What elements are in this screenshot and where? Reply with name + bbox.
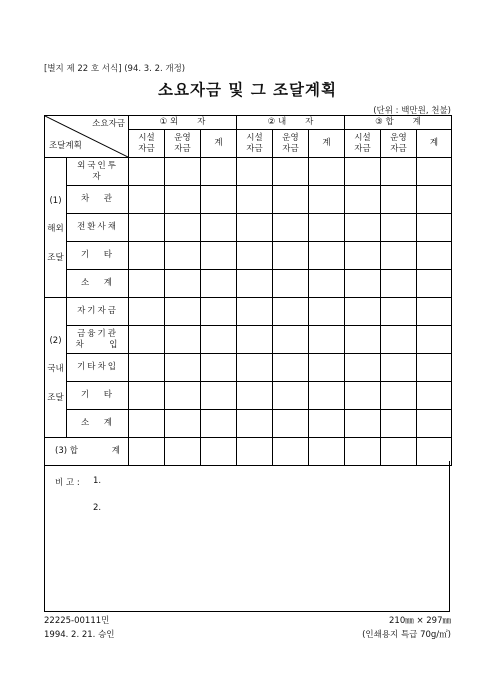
remarks-item-1: 1.	[93, 476, 102, 486]
input-cell[interactable]	[201, 214, 237, 242]
input-cell[interactable]	[417, 158, 452, 186]
sub-col-facility: 시설 자금	[237, 130, 273, 158]
input-cell[interactable]	[201, 270, 237, 298]
footer-form-code: 22225-00111민	[44, 616, 110, 626]
input-cell[interactable]	[273, 186, 309, 214]
row-label-loan: 차 관	[67, 186, 129, 214]
input-cell[interactable]	[345, 270, 381, 298]
sub-col-total: 계	[417, 130, 452, 158]
input-cell[interactable]	[309, 326, 345, 354]
input-cell[interactable]	[345, 410, 381, 438]
sub-col-operating: 운영 자금	[381, 130, 417, 158]
input-cell[interactable]	[273, 214, 309, 242]
input-cell[interactable]	[417, 326, 452, 354]
input-cell[interactable]	[417, 410, 452, 438]
input-cell[interactable]	[129, 158, 165, 186]
input-cell[interactable]	[345, 186, 381, 214]
input-cell[interactable]	[381, 298, 417, 326]
input-cell[interactable]	[201, 326, 237, 354]
input-cell[interactable]	[273, 158, 309, 186]
group-overseas: (1) 해외 조달	[45, 158, 67, 298]
input-cell[interactable]	[273, 354, 309, 382]
input-cell[interactable]	[417, 186, 452, 214]
input-cell[interactable]	[381, 382, 417, 410]
input-cell[interactable]	[345, 354, 381, 382]
sub-col-total: 계	[309, 130, 345, 158]
row-label-other: 기 타	[67, 382, 129, 410]
form-number: [별지 제 22 호 서식] (94. 3. 2. 개정)	[44, 64, 186, 74]
input-cell[interactable]	[129, 298, 165, 326]
row-label-other: 기 타	[67, 242, 129, 270]
sub-col-operating: 운영 자금	[165, 130, 201, 158]
input-cell[interactable]	[237, 326, 273, 354]
input-cell[interactable]	[165, 270, 201, 298]
input-cell[interactable]	[381, 326, 417, 354]
input-cell[interactable]	[273, 242, 309, 270]
input-cell[interactable]	[201, 158, 237, 186]
input-cell[interactable]	[381, 214, 417, 242]
input-cell[interactable]	[237, 298, 273, 326]
input-cell[interactable]	[381, 410, 417, 438]
input-cell[interactable]	[129, 214, 165, 242]
input-cell[interactable]	[417, 298, 452, 326]
sub-col-facility: 시설 자금	[345, 130, 381, 158]
row-label-financial-loan: 금융기관 차 입	[67, 326, 129, 354]
input-cell[interactable]	[165, 242, 201, 270]
input-cell[interactable]	[165, 158, 201, 186]
input-cell[interactable]	[237, 214, 273, 242]
input-cell[interactable]	[309, 298, 345, 326]
input-cell[interactable]	[417, 270, 452, 298]
input-cell[interactable]	[129, 242, 165, 270]
row-label-grand-total: (3) 합 계	[45, 438, 129, 466]
input-cell[interactable]	[381, 158, 417, 186]
input-cell[interactable]	[165, 214, 201, 242]
input-cell[interactable]	[201, 410, 237, 438]
input-cell[interactable]	[129, 186, 165, 214]
row-label-other-borrowing: 기타차입	[67, 354, 129, 382]
input-cell[interactable]	[309, 354, 345, 382]
input-cell[interactable]	[381, 354, 417, 382]
input-cell[interactable]	[237, 242, 273, 270]
input-cell[interactable]	[345, 242, 381, 270]
input-cell[interactable]	[237, 158, 273, 186]
input-cell[interactable]	[201, 382, 237, 410]
input-cell[interactable]	[345, 382, 381, 410]
input-cell[interactable]	[309, 242, 345, 270]
col-group-domestic: ② 내 자	[237, 116, 345, 130]
input-cell[interactable]	[129, 382, 165, 410]
corner-bottom-label: 조달계획	[49, 141, 82, 152]
input-cell[interactable]	[345, 158, 381, 186]
input-cell[interactable]	[201, 242, 237, 270]
input-cell[interactable]	[165, 354, 201, 382]
row-label-convertible-bond: 전환사채	[67, 214, 129, 242]
row-label-foreign-investment: 외국인투 자	[67, 158, 129, 186]
row-label-subtotal: 소 계	[67, 410, 129, 438]
input-cell[interactable]	[165, 410, 201, 438]
input-cell[interactable]	[381, 186, 417, 214]
remarks-box[interactable]	[44, 461, 450, 612]
input-cell[interactable]	[237, 270, 273, 298]
input-cell[interactable]	[417, 354, 452, 382]
input-cell[interactable]	[129, 410, 165, 438]
input-cell[interactable]	[309, 410, 345, 438]
remarks-label: 비 고 :	[55, 478, 80, 488]
input-cell[interactable]	[129, 270, 165, 298]
input-cell[interactable]	[237, 186, 273, 214]
input-cell[interactable]	[309, 158, 345, 186]
input-cell[interactable]	[201, 298, 237, 326]
input-cell[interactable]	[309, 186, 345, 214]
input-cell[interactable]	[273, 410, 309, 438]
sub-col-facility: 시설 자금	[129, 130, 165, 158]
footer-approval-date: 1994. 2. 21. 승인	[44, 630, 115, 640]
funding-plan-table	[44, 115, 452, 466]
input-cell[interactable]	[345, 298, 381, 326]
input-cell[interactable]	[309, 214, 345, 242]
input-cell[interactable]	[165, 382, 201, 410]
footer-paper-spec: (인쇄용지 특급 70g/㎡)	[362, 630, 451, 640]
input-cell[interactable]	[273, 270, 309, 298]
input-cell[interactable]	[237, 410, 273, 438]
input-cell[interactable]	[381, 270, 417, 298]
corner-top-label: 소요자금	[92, 119, 125, 129]
input-cell[interactable]	[237, 382, 273, 410]
sub-col-total: 계	[201, 130, 237, 158]
input-cell[interactable]	[381, 242, 417, 270]
unit-note: (단위 : 백만원, 천불)	[373, 106, 451, 116]
input-cell[interactable]	[417, 382, 452, 410]
input-cell[interactable]	[417, 214, 452, 242]
input-cell[interactable]	[309, 270, 345, 298]
row-label-subtotal: 소 계	[67, 270, 129, 298]
remarks-item-2: 2.	[93, 503, 102, 513]
input-cell[interactable]	[345, 326, 381, 354]
input-cell[interactable]	[201, 354, 237, 382]
input-cell[interactable]	[417, 242, 452, 270]
input-cell[interactable]	[129, 326, 165, 354]
input-cell[interactable]	[165, 298, 201, 326]
input-cell[interactable]	[165, 186, 201, 214]
input-cell[interactable]	[273, 298, 309, 326]
footer-paper-size: 210㎜ × 297㎜	[389, 616, 451, 626]
row-label-own-capital: 자기자금	[67, 298, 129, 326]
input-cell[interactable]	[237, 354, 273, 382]
input-cell[interactable]	[129, 354, 165, 382]
table-corner-cell	[45, 116, 129, 158]
input-cell[interactable]	[201, 186, 237, 214]
input-cell[interactable]	[309, 382, 345, 410]
input-cell[interactable]	[273, 382, 309, 410]
page-title: 소요자금 및 그 조달계획	[158, 81, 337, 99]
sub-col-operating: 운영 자금	[273, 130, 309, 158]
input-cell[interactable]	[345, 214, 381, 242]
col-group-foreign: ① 외 자	[129, 116, 237, 130]
input-cell[interactable]	[273, 326, 309, 354]
col-group-total: ③ 합 계	[345, 116, 452, 130]
input-cell[interactable]	[165, 326, 201, 354]
group-domestic: (2) 국내 조달	[45, 298, 67, 438]
